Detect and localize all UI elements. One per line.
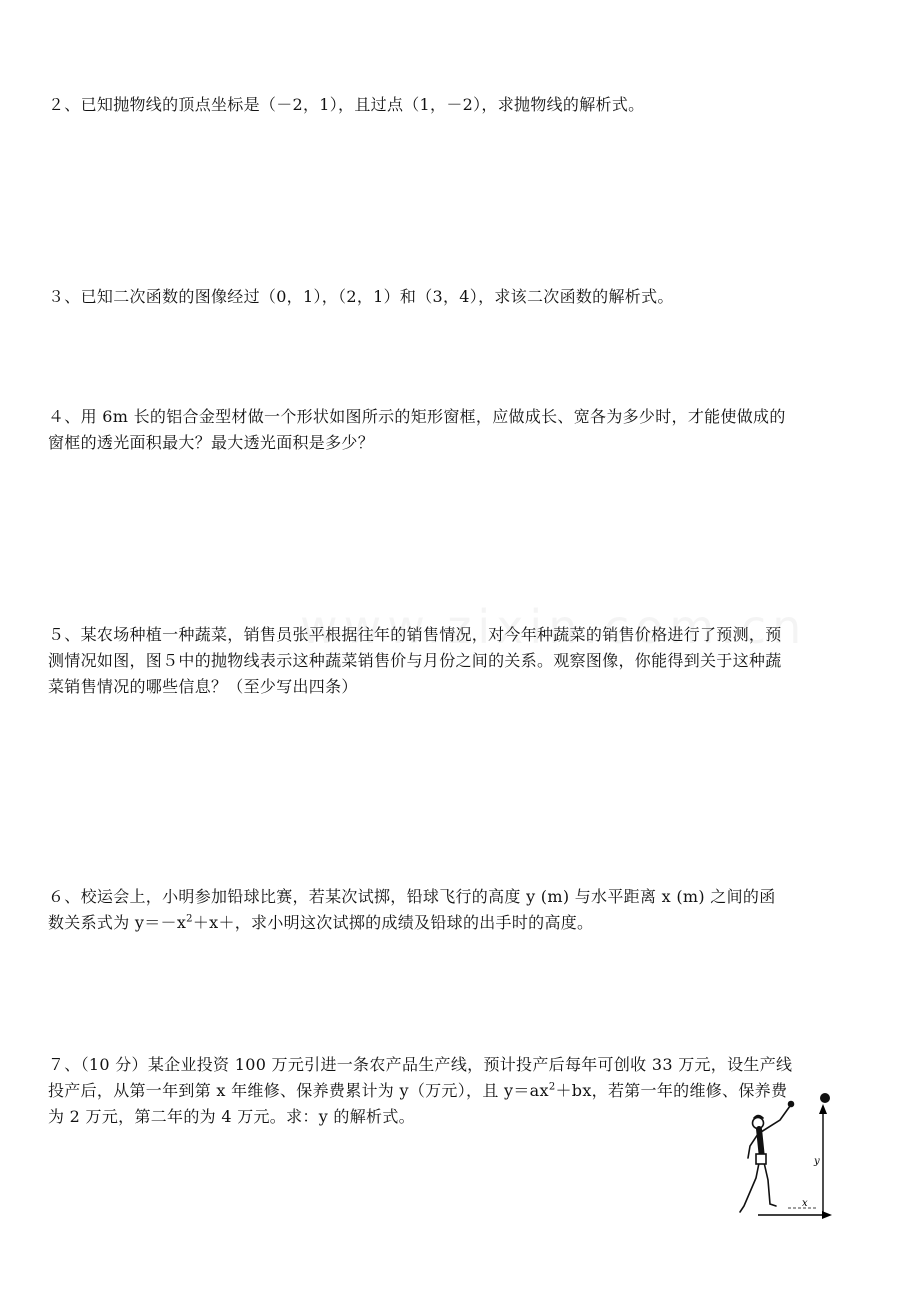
question-6-line-1: ６、校运会上，小明参加铅球比赛，若某次试掷，铅球飞行的高度 y (m) 与水平距离 x (m) 之间的函 [48,887,776,906]
question-7-line-1: ７、（10 分）某企业投资 100 万元引进一条农产品生产线，预计投产后每年可创收 33 万元，设生产线 [48,1055,793,1074]
question-5-line-1: ５、某农场种植一种蔬菜，销售员张平根据往年的销售情况，对今年种蔬菜的销售价格进行了预测，预 [48,625,782,644]
question-6 [48,884,878,936]
shot-ball [820,1093,830,1103]
question-2-line: ２、已知抛物线的顶点坐标是（－2，1），且过点（1，－2），求抛物线的解析式。 [48,95,645,114]
question-3 [48,284,878,310]
question-6-exponent: 2 [186,913,193,925]
question-5-line-2: 测情况如图，图５中的抛物线表示这种蔬菜销售价与月份之间的关系。观察图像，你能得到关于这种蔬 [48,651,782,670]
question-6-line-2-post: ＋x＋，求小明这次试掷的成绩及铅球的出手时的高度。 [192,913,594,932]
question-4 [48,404,878,456]
question-7-line-2-post: ＋bx，若第一年的维修、保养费 [555,1081,788,1100]
shot-put-figure [728,1080,838,1220]
question-5-line-3: 菜销售情况的哪些信息？（至少写出四条） [48,677,358,696]
question-7-line-3: 为 2 万元，第二年的为 4 万元。求：y 的解析式。 [48,1107,415,1126]
question-5 [48,622,878,700]
y-axis-label: y [814,1156,820,1167]
question-6-line-2-pre: 数关系式为 y＝－x [48,913,187,932]
x-axis-arrow [822,1211,832,1219]
question-2 [48,92,878,118]
x-axis-label: x [802,1198,808,1209]
question-4-line-2: 窗框的透光面积最大？最大透光面积是多少？ [48,433,375,452]
question-6-line-2 [48,910,878,936]
y-axis-arrow [819,1104,827,1114]
question-7-line-2-pre: 投产后，从第一年到第 x 年维修、保养费累计为 y（万元），且 y＝ax [48,1081,549,1100]
question-4-line-1: ４、用 6m 长的铝合金型材做一个形状如图所示的矩形窗框，应做成长、宽各为多少时，才能使做成的 [48,407,786,426]
athlete-figure [740,1102,794,1213]
question-7-exponent: 2 [548,1081,556,1093]
question-3-line: ３、已知二次函数的图像经过（0，1），（2，1）和（3，4），求该二次函数的解析式。 [48,287,674,306]
